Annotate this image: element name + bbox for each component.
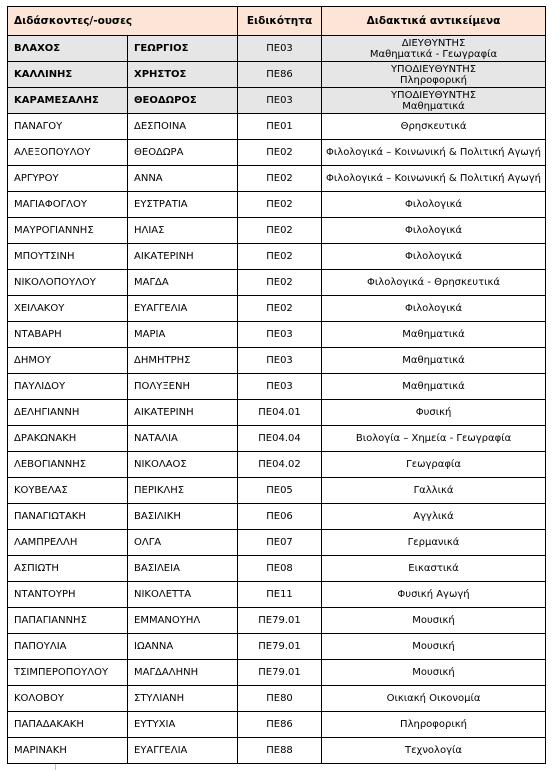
table-row	[8, 582, 546, 608]
subject-text: ΥΠΟΔΙΕΥΘΥΝΤΗΣ	[390, 89, 477, 101]
table-row	[8, 634, 546, 660]
cell-subjects	[322, 582, 546, 608]
subject-text: Φιλολογικά - Θρησκευτικά	[367, 277, 500, 288]
cell-speciality: ΠΕ02	[238, 244, 322, 270]
cell-surname: ΠΑΠΟΥΛΙΑ	[8, 634, 128, 660]
cell-surname: ΜΑΓΙΑΦΟΓΛΟΥ	[8, 192, 128, 218]
table-row	[8, 452, 546, 478]
subject-text: Τεχνολογία	[405, 745, 462, 756]
table-row	[8, 296, 546, 322]
staff-table	[7, 6, 546, 764]
cell-surname: ΧΕΙΛΑΚΟΥ	[8, 296, 128, 322]
cell-surname: ΠΑΠΑΓΙΑΝΝΗΣ	[8, 608, 128, 634]
cell-first-name: ΘΕΟΔΩΡΑ	[128, 140, 238, 166]
cell-first-name: ΓΕΩΡΓΙΟΣ	[128, 36, 238, 62]
cell-first-name: ΧΡΗΣΤΟΣ	[128, 62, 238, 88]
cell-first-name: ΑΙΚΑΤΕΡΙΝΗ	[128, 244, 238, 270]
subject-text: ΔΙΕΥΘΥΝΤΗΣ	[401, 37, 466, 49]
cell-first-name: ΕΥΑΓΓΕΛΙΑ	[128, 738, 238, 764]
cell-surname: ΠΑΥΛΙΔΟΥ	[8, 374, 128, 400]
cell-speciality: ΠΕ04.04	[238, 426, 322, 452]
subject-text: Μαθηματικά	[402, 381, 465, 392]
subject-text: Γερμανικά	[407, 537, 460, 548]
cell-first-name: ΒΑΣΙΛΙΚΗ	[128, 504, 238, 530]
subject-text: Μαθηματικά	[402, 100, 465, 112]
table-row	[8, 530, 546, 556]
cell-speciality: ΠΕ02	[238, 140, 322, 166]
cell-subjects	[322, 62, 546, 88]
cell-surname: ΚΑΡΑΜΕΣΑΛΗΣ	[8, 88, 128, 114]
cell-subjects	[322, 166, 546, 192]
table-row	[8, 244, 546, 270]
table-row	[8, 660, 546, 686]
cell-subjects	[322, 244, 546, 270]
cell-surname: ΔΗΜΟΥ	[8, 348, 128, 374]
cell-first-name: ΙΩΑΝΝΑ	[128, 634, 238, 660]
cell-speciality: ΠΕ03	[238, 374, 322, 400]
subject-text: Φιλολογικά	[404, 225, 463, 236]
table-row	[8, 322, 546, 348]
subject-text: Φυσική Αγωγή	[397, 589, 470, 600]
cell-subjects	[322, 88, 546, 114]
cell-subjects	[322, 504, 546, 530]
cell-first-name: ΕΥΑΓΓΕΛΙΑ	[128, 296, 238, 322]
cell-surname: ΤΣΙΜΠΕΡΟΠΟΥΛΟΥ	[8, 660, 128, 686]
cell-first-name: ΜΑΓΔΑ	[128, 270, 238, 296]
cell-subjects	[322, 114, 546, 140]
subject-text: Θρησκευτικά	[400, 121, 467, 132]
cell-subjects	[322, 218, 546, 244]
cell-speciality: ΠΕ02	[238, 296, 322, 322]
cell-subjects	[322, 478, 546, 504]
page-edge-mark	[55, 764, 56, 770]
cell-surname: ΜΠΟΥΤΣΙΝΗ	[8, 244, 128, 270]
subject-text: Μαθηματικά	[402, 329, 465, 340]
cell-subjects	[322, 192, 546, 218]
cell-speciality: ΠΕ03	[238, 36, 322, 62]
cell-subjects	[322, 270, 546, 296]
cell-surname: ΠΑΠΑΔΑΚΑΚΗ	[8, 712, 128, 738]
cell-first-name: ΔΗΜΗΤΡΗΣ	[128, 348, 238, 374]
table-row	[8, 556, 546, 582]
cell-surname: ΚΑΛΛΙΝΗΣ	[8, 62, 128, 88]
cell-speciality: ΠΕ86	[238, 62, 322, 88]
cell-first-name: ΕΥΣΤΡΑΤΙΑ	[128, 192, 238, 218]
table-row	[8, 270, 546, 296]
cell-first-name: ΑΝΝΑ	[128, 166, 238, 192]
subject-text: Εικαστικά	[408, 563, 459, 574]
cell-surname: ΑΡΓΥΡΟΥ	[8, 166, 128, 192]
subject-text: Φιλολογικά – Κοινωνική & Πολιτική Αγωγή	[326, 173, 542, 184]
table-header	[8, 7, 546, 36]
cell-speciality: ΠΕ03	[238, 348, 322, 374]
cell-speciality: ΠΕ03	[238, 322, 322, 348]
subject-text: Μαθηματικά	[402, 355, 465, 366]
cell-subjects	[322, 400, 546, 426]
cell-subjects	[322, 322, 546, 348]
cell-speciality: ΠΕ02	[238, 192, 322, 218]
table-row	[8, 608, 546, 634]
cell-speciality: ΠΕ02	[238, 218, 322, 244]
table-row	[8, 140, 546, 166]
cell-speciality: ΠΕ04.01	[238, 400, 322, 426]
cell-surname: ΠΑΝΑΓΟΥ	[8, 114, 128, 140]
cell-surname: ΑΣΠΙΩΤΗ	[8, 556, 128, 582]
subject-text: Οικιακή Οικονομία	[386, 693, 481, 704]
subject-text: Γαλλικά	[413, 485, 454, 496]
cell-subjects	[322, 348, 546, 374]
cell-first-name: ΜΑΓΔΑΛΗΝΗ	[128, 660, 238, 686]
cell-first-name: ΝΙΚΟΛΑΟΣ	[128, 452, 238, 478]
cell-speciality: ΠΕ79.01	[238, 660, 322, 686]
cell-subjects	[322, 296, 546, 322]
cell-first-name: ΕΜΜΑΝΟΥΗΛ	[128, 608, 238, 634]
cell-subjects	[322, 452, 546, 478]
cell-subjects	[322, 426, 546, 452]
cell-first-name: ΟΛΓΑ	[128, 530, 238, 556]
cell-speciality: ΠΕ11	[238, 582, 322, 608]
cell-surname: ΔΡΑΚΩΝΑΚΗ	[8, 426, 128, 452]
cell-first-name: ΒΑΣΙΛΕΙΑ	[128, 556, 238, 582]
header-speciality: Ειδικότητα	[238, 7, 322, 36]
cell-first-name: ΑΙΚΑΤΕΡΙΝΗ	[128, 400, 238, 426]
table-row	[8, 62, 546, 88]
subject-text: Φυσική	[415, 407, 452, 418]
cell-speciality: ΠΕ01	[238, 114, 322, 140]
table-row	[8, 738, 546, 764]
table-row	[8, 426, 546, 452]
table-row	[8, 686, 546, 712]
subject-text: Φιλολογικά	[404, 199, 463, 210]
subject-text: Μουσική	[412, 615, 455, 626]
table-row	[8, 400, 546, 426]
cell-speciality: ΠΕ02	[238, 270, 322, 296]
table-row	[8, 478, 546, 504]
cell-surname: ΝΤΑΒΑΡΗ	[8, 322, 128, 348]
table-row	[8, 166, 546, 192]
cell-subjects	[322, 36, 546, 62]
table-row	[8, 192, 546, 218]
subject-text: Μαθηματικά - Γεωγραφία	[369, 48, 498, 60]
table-row	[8, 374, 546, 400]
cell-speciality: ΠΕ07	[238, 530, 322, 556]
cell-speciality: ΠΕ04.02	[238, 452, 322, 478]
cell-first-name: ΔΕΣΠΟΙΝΑ	[128, 114, 238, 140]
cell-subjects	[322, 686, 546, 712]
subject-text: Αγγλικά	[413, 511, 454, 522]
subject-text: Φιλολογικά – Κοινωνική & Πολιτική Αγωγή	[326, 147, 542, 158]
header-teachers: Διδάσκοντες/-ουσες	[8, 7, 238, 36]
cell-first-name: ΘΕΟΔΩΡΟΣ	[128, 88, 238, 114]
cell-subjects	[322, 634, 546, 660]
table-row	[8, 218, 546, 244]
cell-subjects	[322, 374, 546, 400]
cell-speciality: ΠΕ80	[238, 686, 322, 712]
cell-surname: ΒΛΑΧΟΣ	[8, 36, 128, 62]
cell-speciality: ΠΕ79.01	[238, 634, 322, 660]
cell-surname: ΚΟΛΟΒΟΥ	[8, 686, 128, 712]
cell-surname: ΜΑΡΙΝΑΚΗ	[8, 738, 128, 764]
cell-first-name: ΝΑΤΑΛΙΑ	[128, 426, 238, 452]
cell-surname: ΔΕΛΗΓΙΑΝΝΗ	[8, 400, 128, 426]
cell-surname: ΑΛΕΞΟΠΟΥΛΟΥ	[8, 140, 128, 166]
subject-text: Πληροφορική	[400, 719, 467, 730]
subject-text: Φιλολογικά	[404, 251, 463, 262]
cell-surname: ΠΑΝΑΓΙΩΤΑΚΗ	[8, 504, 128, 530]
cell-surname: ΚΟΥΒΕΛΑΣ	[8, 478, 128, 504]
cell-speciality: ΠΕ86	[238, 712, 322, 738]
subject-text: ΥΠΟΔΙΕΥΘΥΝΤΗΣ	[390, 63, 477, 75]
cell-first-name: ΣΤΥΛΙΑΝΗ	[128, 686, 238, 712]
cell-first-name: ΜΑΡΙΑ	[128, 322, 238, 348]
subject-text: Γεωγραφία	[406, 459, 461, 470]
cell-speciality: ΠΕ88	[238, 738, 322, 764]
cell-speciality: ΠΕ02	[238, 166, 322, 192]
subject-text: Φιλολογικά	[404, 303, 463, 314]
cell-subjects	[322, 712, 546, 738]
table-body	[8, 36, 546, 764]
cell-subjects	[322, 530, 546, 556]
cell-speciality: ΠΕ03	[238, 88, 322, 114]
cell-speciality: ΠΕ79.01	[238, 608, 322, 634]
cell-surname: ΝΙΚΟΛΟΠΟΥΛΟΥ	[8, 270, 128, 296]
cell-subjects	[322, 608, 546, 634]
cell-speciality: ΠΕ06	[238, 504, 322, 530]
cell-speciality: ΠΕ05	[238, 478, 322, 504]
subject-text: Μουσική	[412, 641, 455, 652]
header-subjects: Διδακτικά αντικείμενα	[322, 7, 546, 36]
cell-first-name: ΗΛΙΑΣ	[128, 218, 238, 244]
table-row	[8, 36, 546, 62]
cell-first-name: ΕΥΤΥΧΙΑ	[128, 712, 238, 738]
subject-text: Βιολογία – Χημεία - Γεωγραφία	[355, 433, 512, 444]
cell-first-name: ΠΕΡΙΚΛΗΣ	[128, 478, 238, 504]
cell-subjects	[322, 140, 546, 166]
cell-surname: ΜΑΥΡΟΓΙΑΝΝΗΣ	[8, 218, 128, 244]
cell-surname: ΛΕΒΟΓΙΑΝΝΗΣ	[8, 452, 128, 478]
table-row	[8, 88, 546, 114]
table-row	[8, 712, 546, 738]
cell-subjects	[322, 556, 546, 582]
cell-surname: ΝΤΑΝΤΟΥΡΗ	[8, 582, 128, 608]
subject-text: Μουσική	[412, 667, 455, 678]
table-row	[8, 504, 546, 530]
header-row	[8, 7, 546, 36]
cell-surname: ΛΑΜΠΡΕΛΛΗ	[8, 530, 128, 556]
table-row	[8, 114, 546, 140]
cell-subjects	[322, 738, 546, 764]
subject-text: Πληροφορική	[400, 74, 467, 86]
cell-first-name: ΝΙΚΟΛΕΤΤΑ	[128, 582, 238, 608]
cell-subjects	[322, 660, 546, 686]
cell-first-name: ΠΟΛΥΞΕΝΗ	[128, 374, 238, 400]
table-row	[8, 348, 546, 374]
cell-speciality: ΠΕ08	[238, 556, 322, 582]
